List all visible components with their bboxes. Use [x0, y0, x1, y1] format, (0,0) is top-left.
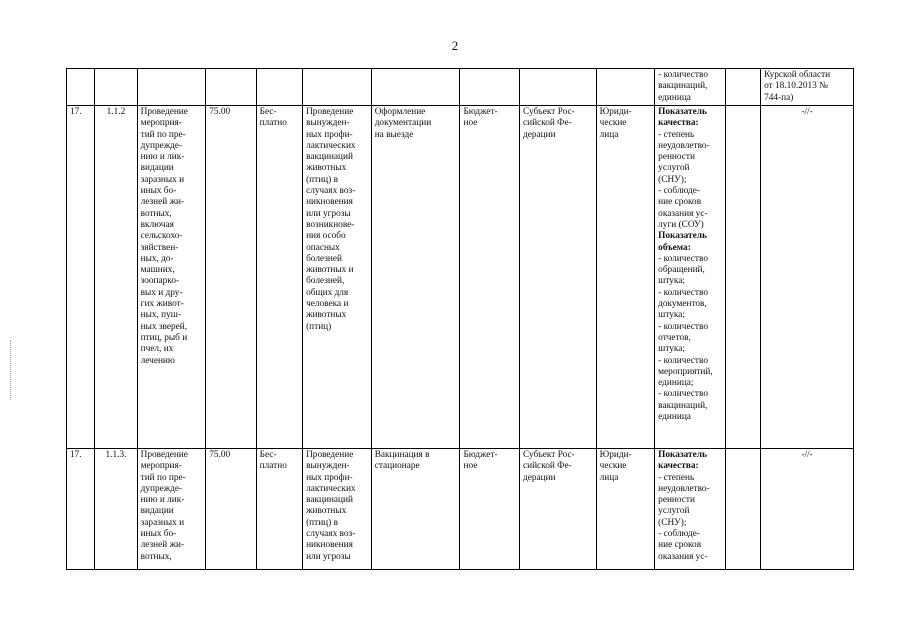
cell-name	[137, 69, 206, 106]
cell-founder	[519, 69, 596, 106]
cell-founder: Субъект Рос- сийской Фе- дерации	[519, 106, 596, 449]
cell-type: Бюджет- ное	[460, 449, 520, 570]
table-row	[67, 449, 854, 570]
cell-num	[67, 69, 95, 106]
cell-consumers: Юриди- ческие лица	[596, 449, 655, 570]
cell-code: 1.1.2	[95, 106, 137, 449]
cell-type	[460, 69, 520, 106]
cell-code: 1.1.3.	[95, 449, 137, 570]
indicator-list-volume: - количество обращений, штука; - количество документов, штука; - количество отчетов, штука; - количество мероприятий, единица; - количество вакцинаций, единица	[658, 253, 713, 423]
cell-condition: Вакцинация в стационаре	[371, 449, 460, 570]
cell-empty	[725, 106, 760, 449]
cell-num: 17.	[67, 106, 95, 449]
cell-name: Проведение мероприя- тий по пре- дупрежде- нию и лик- видации заразных и иных бо- лезней жи- вотных,	[137, 449, 206, 570]
cell-name: Проведение мероприя- тий по пре- дупрежде- нию и лик- видации заразных и иных бо- лезней жи- вотных, включая сельскохо- зяйствен- ных, до- машних, зоопарко- вых и дру- гих живот- ных, пуш- ных зверей, птиц, рыб и пчел, их лечению	[137, 106, 206, 449]
cell-consumers	[596, 69, 655, 106]
cell-content	[303, 69, 372, 106]
cell-empty	[725, 449, 760, 570]
cell-pay: Бес- платно	[256, 106, 302, 449]
indicator-title-volume: Показатель объема:	[658, 231, 707, 253]
cell-pay: Бес- платно	[256, 449, 302, 570]
cell-npa: Курской области от 18.10.2013 № 744-па)	[761, 69, 854, 106]
cell-num: 17.	[67, 449, 95, 570]
cell-content: Проведение вынужден- ных профи- лактических вакцинаций животных (птиц) в случаях воз- никновения или угрозы	[303, 449, 372, 570]
cell-condition	[371, 69, 460, 106]
cell-npa: -//-	[761, 106, 854, 449]
cell-type: Бюджет- ное	[460, 106, 520, 449]
cell-indicators: - количество вакцинаций, единица	[655, 69, 726, 106]
cell-code2: 75.00	[206, 449, 256, 570]
cell-founder: Субъект Рос- сийской Фе- дерации	[519, 449, 596, 570]
cell-empty	[725, 69, 760, 106]
cell-indicators	[655, 449, 726, 570]
table-row	[67, 106, 854, 449]
cell-code2	[206, 69, 256, 106]
cell-indicators	[655, 106, 726, 449]
services-table	[66, 68, 854, 570]
indicator-list-quality: - степень неудовлетво- ренности услугой (СНУ); - соблюде- ние сроков оказания ус-	[658, 472, 710, 562]
cell-content: Проведение вынужден- ных профи- лактических вакцинаций животных (птиц) в случаях воз- никновения или угрозы возникнове- ния особо опасных болезней животных и болезней, общих для человека и животных (птиц)	[303, 106, 372, 449]
cell-condition: Оформление документации на выезде	[371, 106, 460, 449]
indicator-title-quality: Показатель качества:	[658, 450, 707, 472]
cell-code2: 75.00	[206, 106, 256, 449]
table-row-continuation	[67, 69, 854, 106]
cell-pay	[256, 69, 302, 106]
scan-artifact	[10, 340, 12, 400]
cell-consumers: Юриди- ческие лица	[596, 106, 655, 449]
page-number: 2	[451, 38, 459, 53]
cell-npa: -//-	[761, 449, 854, 570]
indicator-title-quality: Показатель качества:	[658, 107, 707, 129]
indicator-list-quality: - степень неудовлетво- ренности услугой (СНУ); - соблюде- ние сроков оказания ус- луги (СОУ)	[658, 129, 710, 230]
cell-code	[95, 69, 137, 106]
